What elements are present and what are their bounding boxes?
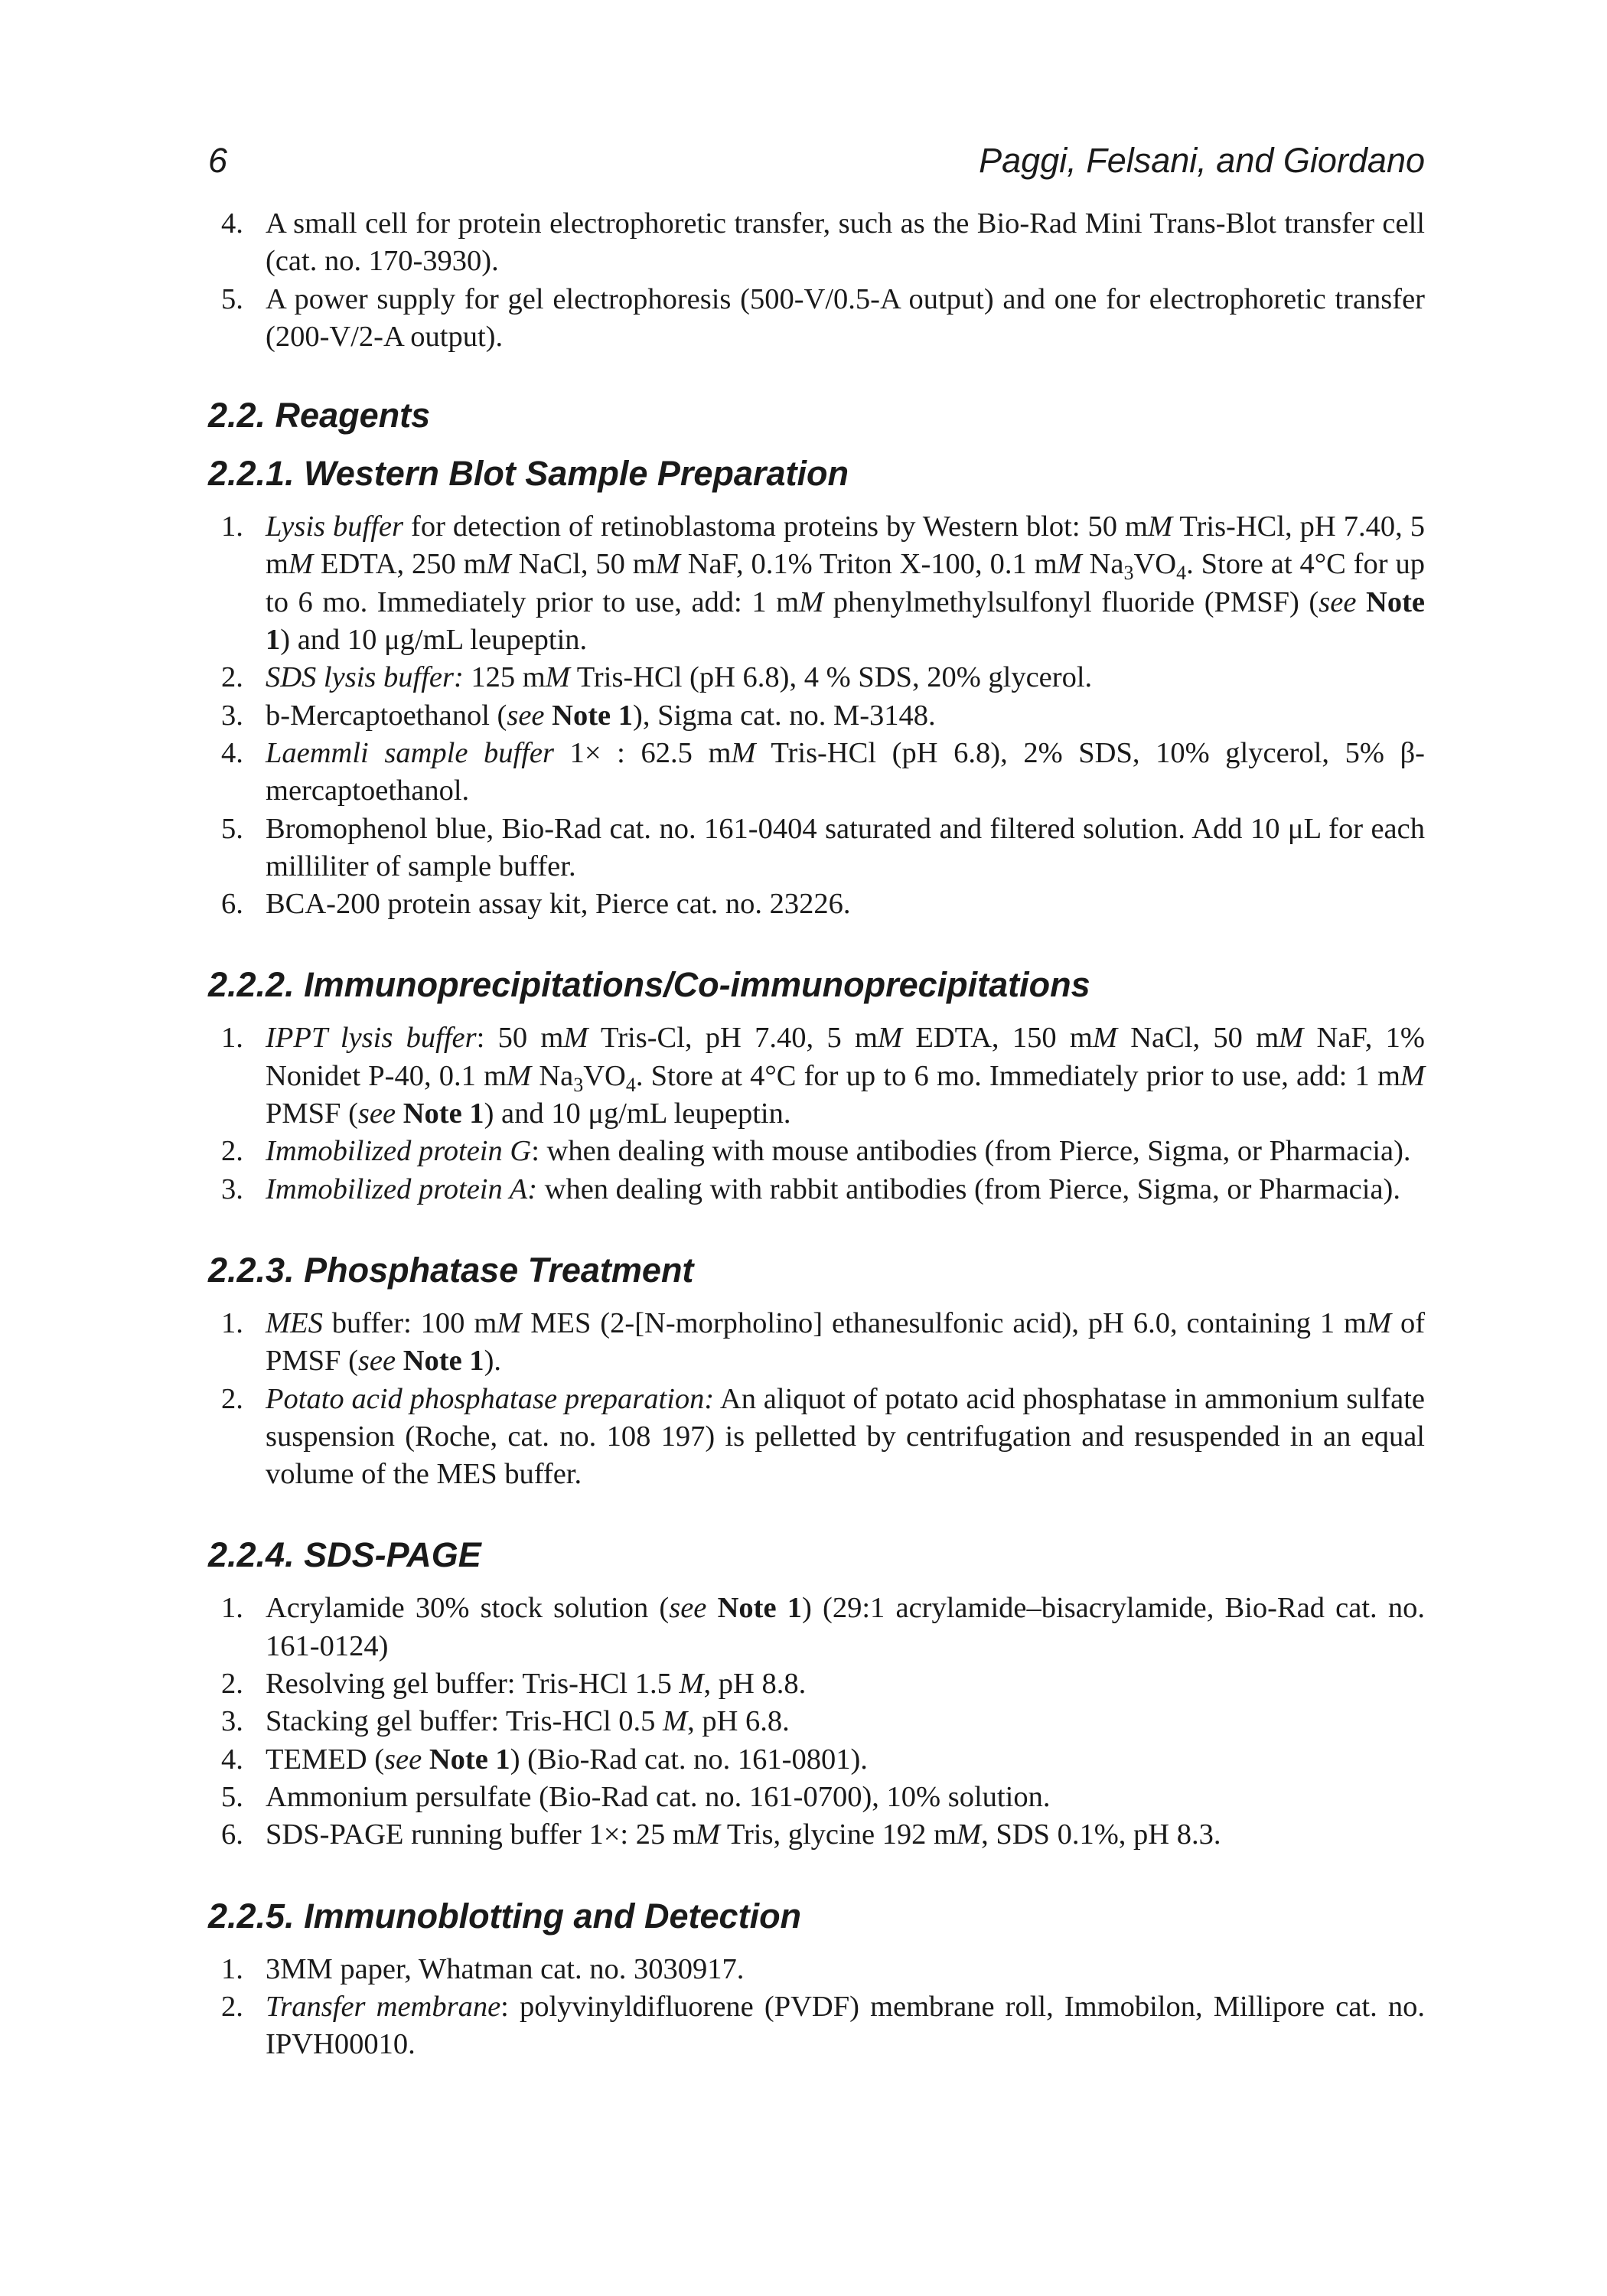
- list-item: 1. Lysis buffer for detection of retinoblastoma proteins by Western blot: 50 mM Tris-HCl, pH 7.40, 5 mM EDTA, 250 mM NaCl, 50 mM NaF, 0.1% Triton X-100, 0.1 mM $Na_3VO_4$. Store at 4°C for up to 6 mo. Immediately prior to use, add: 1 mM phenylmethylsulfonyl fluoride (PMSF) (see Note 1) and 10 μg/mL leupeptin.: [221, 510, 1425, 657]
- subsection-heading-western-blot: 2.2.1. Western Blot Sample Preparation: [208, 454, 849, 494]
- section-heading-reagents: 2.2. Reagents: [208, 396, 431, 435]
- list-item: 1. IPPT lysis buffer: 50 mM Tris-Cl, pH 7.40, 5 mM EDTA, 150 mM NaCl, 50 mM NaF, 1% Nonidet P-40, 0.1 mM $Na_3VO_4$. Store at 4°C for up to 6 mo. Immediately prior to use, add: 1 mM PMSF (see Note 1) and 10 μg/mL leupeptin.: [221, 1022, 1426, 1130]
- list-item: 5. Ammonium persulfate (Bio-Rad cat. no. 161-0700), 10% solution.: [221, 1780, 1051, 1813]
- subsection-heading-immunoprecipitations: 2.2.2. Immunoprecipitations/Co-immunoprecipitations: [208, 965, 1090, 1005]
- subsection-heading-sds-page: 2.2.4. SDS-PAGE: [208, 1535, 481, 1575]
- running-head: [208, 138, 1425, 184]
- list-item: 2. Immobilized protein G: when dealing with mouse antibodies (from Pierce, Sigma, or Pharmacia).: [221, 1135, 1411, 1168]
- list-item: 4. TEMED (see Note 1) (Bio-Rad cat. no. 161-0801).: [221, 1743, 868, 1776]
- list-item: 4. Laemmli sample buffer 1× : 62.5 mM Tris-HCl (pH 6.8), 2% SDS, 10% glycerol, 5% β-mercaptoethanol.: [221, 736, 1425, 807]
- list-item: 2. SDS lysis buffer: 125 mM Tris-HCl (pH 6.8), 4 % SDS, 20% glycerol.: [221, 661, 1093, 694]
- list-item: 6. BCA-200 protein assay kit, Pierce cat. no. 23226.: [221, 888, 851, 921]
- page-number: 6: [208, 141, 228, 180]
- list-item: 3. Stacking gel buffer: Tris-HCl 0.5 M, pH 6.8.: [221, 1705, 790, 1738]
- list-item: 5. A power supply for gel electrophoresis (500-V/0.5-A output) and one for electrophoretic transfer (200-V/2-A output).: [221, 282, 1425, 353]
- immunoprecipitation-list: [208, 1019, 1425, 1208]
- list-item: 2. Potato acid phosphatase preparation: An aliquot of potato acid phosphatase in ammonium sulfate suspension (Roche, cat. no. 108 197) is pelletted by centrifugation and resuspended in an equal volume of the MES buffer.: [221, 1382, 1425, 1491]
- running-head-authors: Paggi, Felsani, and Giordano: [979, 141, 1425, 180]
- list-item: 5. Bromophenol blue, Bio-Rad cat. no. 161-0404 saturated and filtered solution. Add 10 μL for each milliliter of sample buffer.: [221, 812, 1425, 882]
- list-item: 1. MES buffer: 100 mM MES (2-[N-morpholino] ethanesulfonic acid), pH 6.0, containing 1 mM of PMSF (see Note 1).: [221, 1306, 1426, 1378]
- list-item: 3. b-Mercaptoethanol (see Note 1), Sigma cat. no. M-3148.: [221, 699, 936, 732]
- equipment-list: [208, 205, 1425, 356]
- list-item: 4. A small cell for protein electrophoretic transfer, such as the Bio-Rad Mini Trans-Blot transfer cell (cat. no. 170-3930).: [221, 207, 1425, 278]
- subsection-heading-immunoblotting: 2.2.5. Immunoblotting and Detection: [208, 1896, 802, 1936]
- list-item: 3. Immobilized protein A: when dealing with rabbit antibodies (from Pierce, Sigma, or Pharmacia).: [221, 1172, 1400, 1205]
- list-item: 1. Acrylamide 30% stock solution (see Note 1) (29:1 acrylamide–bisacrylamide, Bio-Rad cat. no. 161-0124): [221, 1592, 1425, 1662]
- page-content: [208, 205, 1425, 2063]
- list-item: 2. Transfer membrane: polyvinyldifluorene (PVDF) membrane roll, Immobilon, Millipore cat. no. IPVH00010.: [221, 1990, 1425, 2061]
- list-item: 6. SDS-PAGE running buffer 1×: 25 mM Tris, glycine 192 mM, SDS 0.1%, pH 8.3.: [221, 1818, 1221, 1851]
- list-item: 1. 3MM paper, Whatman cat. no. 3030917.: [221, 1952, 745, 1985]
- subsection-heading-phosphatase: 2.2.3. Phosphatase Treatment: [208, 1250, 694, 1290]
- sds-page-list: [208, 1590, 1425, 1854]
- list-item: 2. Resolving gel buffer: Tris-HCl 1.5 M, pH 8.8.: [221, 1668, 807, 1701]
- immunoblotting-list: [208, 1951, 1425, 2064]
- western-blot-list: [208, 508, 1425, 923]
- phosphatase-list: [208, 1305, 1425, 1493]
